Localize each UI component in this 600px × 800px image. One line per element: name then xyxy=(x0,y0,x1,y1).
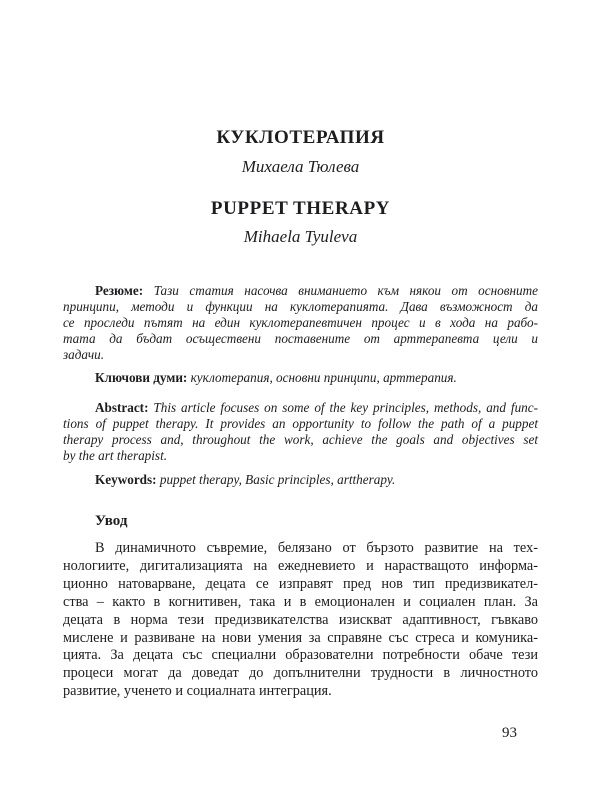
abstract-english xyxy=(63,400,538,464)
keywords-label-en: Keywords: xyxy=(95,472,157,488)
keywords-label-bg: Ключови думи: xyxy=(95,369,188,385)
keywords-english xyxy=(63,472,538,488)
text-line: Keywords: puppet therapy, Basic principles, arttherapy. xyxy=(95,472,396,488)
text-line: принципи, методи и функции на куклотерапията. Дава възможност да xyxy=(63,298,538,314)
abstract-label-en: Abstract: xyxy=(95,400,149,416)
text-line: процеси могат да доведат до допълнителни трудности в личностното xyxy=(63,665,538,682)
page-number: 93 xyxy=(502,725,517,741)
text-line: тата да бъдат осъществени поставените от арттерапевта цели и xyxy=(63,330,538,346)
text-line: В динамичното съвремие, белязано от бързото развитие на тех- xyxy=(95,539,538,556)
section-heading-uvod: Увод xyxy=(95,512,128,529)
text-line: развитие, ученето и социалната интеграция. xyxy=(63,683,332,700)
text-line: Резюме: Тази статия насочва вниманието към някои от основните xyxy=(95,283,538,298)
text-line: Abstract: This article focuses on some of the key principles, methods, and func- xyxy=(95,400,539,416)
author-bulgarian: Михаела Тюлева xyxy=(241,157,360,176)
keywords-bulgarian xyxy=(63,370,538,386)
text-line: Ключови думи: куклотерапия, основни принципи, арттерапия. xyxy=(95,369,457,385)
abstract-label-bg: Резюме: xyxy=(95,283,144,298)
text-line: децата в норма тези предизвикателства изискват адаптивност, гъвкаво xyxy=(63,611,538,628)
text-line: цията. За децата със специални образователни потребности обаче тези xyxy=(63,647,538,664)
text-line: мислене и развиване на нови умения за справяне със стреса и комуника- xyxy=(63,629,538,646)
intro-paragraph xyxy=(63,540,538,701)
text-line: therapy process and, throughout the work, achieve the goals and objectives set xyxy=(63,432,538,448)
title-bulgarian: КУКЛОТЕРАПИЯ xyxy=(216,127,385,148)
text-line: нологиите, дигитализацията на ежедневието и нарастващото информа- xyxy=(63,557,538,574)
abstract-bulgarian xyxy=(63,283,538,363)
text-line: by the art therapist. xyxy=(63,448,168,464)
text-line: се проследи пътят на един куклотерапевтичен процес и в хода на рабо- xyxy=(63,314,538,330)
text-line: ства – както в когнитивен, така и в емоционален и социален план. За xyxy=(63,593,538,610)
text-line: tions of puppet therapy. It provides an opportunity to follow the path of a puppet xyxy=(63,416,538,432)
text-line: задачи. xyxy=(63,346,105,362)
title-english: PUPPET THERAPY xyxy=(210,198,391,219)
author-english: Mihaela Tyuleva xyxy=(243,227,358,246)
text-line: ционно натоварване, децата се изправят пред нов тип предизвикател- xyxy=(63,575,538,592)
